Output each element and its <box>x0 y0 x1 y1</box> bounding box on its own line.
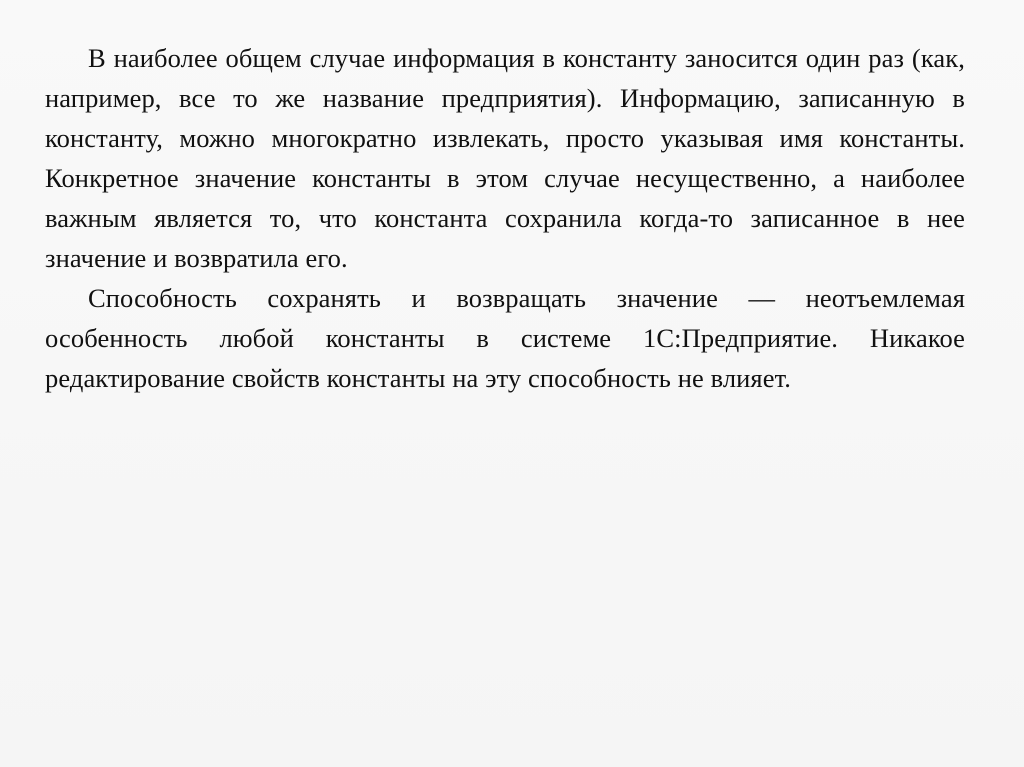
document-body <box>45 38 965 398</box>
paragraph-1: В наиболее общем случае информация в константу заносится один раз (как, например, все то же название предприятия). Информацию, записанную в константу, можно многократно извлекать, просто указывая имя константы. Конкретное значение константы в этом случае несущественно, а наиболее важным является то, что константа сохранила когда-то записанное в нее значение и возвратила его. <box>45 43 965 273</box>
paragraph-2: Способность сохранять и возвращать значение — неотъемлемая особенность любой константы в системе 1С:Предприятие. Никакое редактирование свойств константы на эту способность не влияет. <box>45 283 965 393</box>
